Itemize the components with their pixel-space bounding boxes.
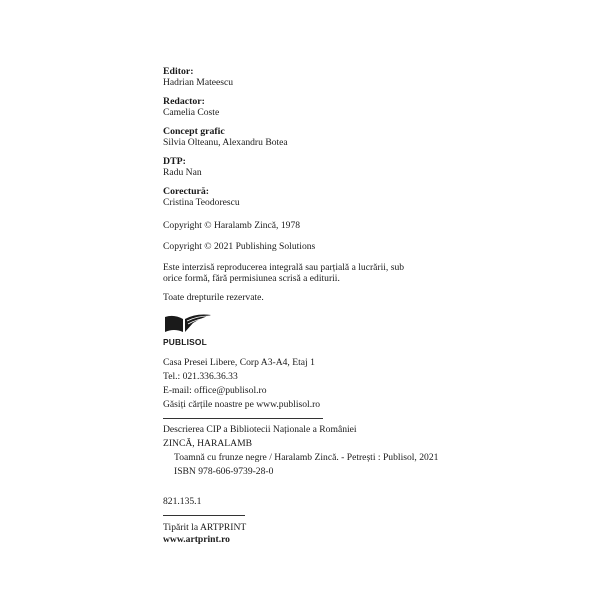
reproduction-notice: Este interzisă reproducerea integrală sau parțială a lucrării, sub orice formă, fără permisiunea scrisă a editurii. — [163, 262, 405, 284]
cip-divider — [163, 418, 323, 419]
credit-dtp — [163, 156, 463, 178]
copyright-page — [163, 66, 463, 546]
credit-role: Concept grafic — [163, 126, 225, 137]
publisher-phone: Tel.: 021.336.36.33 — [163, 371, 238, 382]
credit-name: Cristina Teodorescu — [163, 197, 240, 208]
credit-concept — [163, 126, 463, 148]
credit-proofreading — [163, 186, 463, 208]
copyright-publisher: Copyright © 2021 Publishing Solutions — [163, 241, 316, 252]
printed-at: Tipărit la ARTPRINT — [163, 522, 247, 533]
credit-role: Corectură: — [163, 186, 210, 197]
credit-role: Redactor: — [163, 96, 205, 107]
printer-divider — [163, 515, 245, 516]
publisher-logo — [163, 313, 223, 348]
credit-editor — [163, 66, 463, 88]
credit-role: Editor: — [163, 66, 194, 77]
open-book-logo-icon — [163, 313, 215, 335]
credit-name: Camelia Coste — [163, 107, 220, 118]
credit-name: Radu Nan — [163, 167, 202, 178]
copyright-author: Copyright © Haralamb Zincă, 1978 — [163, 220, 301, 231]
rights-reserved: Toate drepturile rezervate. — [163, 292, 264, 303]
cip-heading: Descrierea CIP a Bibliotecii Naționale a României — [163, 424, 357, 435]
classification-code: 821.135.1 — [163, 496, 202, 507]
credit-role: DTP: — [163, 156, 186, 167]
publisher-email: E-mail: office@publisol.ro — [163, 385, 267, 396]
cip-title-line: Toamnă cu frunze negre / Haralamb Zincă. - Petrești : Publisol, 2021 — [174, 452, 439, 463]
cip-author: ZINCĂ, HARALAMB — [163, 438, 253, 449]
credit-name: Silvia Olteanu, Alexandru Botea — [163, 137, 288, 148]
publisher-website-line: Găsiți cărțile noastre pe www.publisol.ro — [163, 399, 321, 410]
publisher-address: Casa Presei Libere, Corp A3-A4, Etaj 1 — [163, 357, 315, 368]
cip-isbn: ISBN 978-606-9739-28-0 — [174, 466, 274, 477]
printer-url: www.artprint.ro — [163, 534, 230, 545]
credit-redactor — [163, 96, 463, 118]
publisher-logo-text: PUBLISOL — [163, 337, 207, 347]
credit-name: Hadrian Mateescu — [163, 77, 234, 88]
